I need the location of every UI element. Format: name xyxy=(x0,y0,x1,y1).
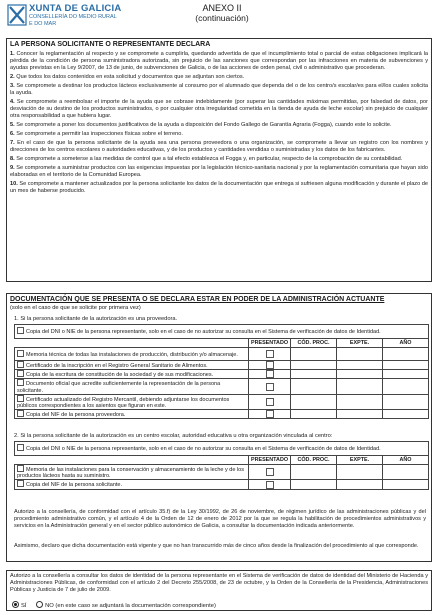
declaration-item-text: Se compromete a mantener actualizados por la persona solicitante los datos de la documentación que entrega si sufriesen alguna modificación y durante el plazo de un mes de haberse producido. xyxy=(10,181,428,195)
presentado-cell xyxy=(249,348,291,361)
table-header-row xyxy=(15,339,429,348)
org-name: XUNTA DE GALICIA xyxy=(29,3,122,14)
presentado-cell xyxy=(249,410,291,419)
org-subtitle: CONSELLERÍA DO MEDIO RURAL E DO MAR xyxy=(29,14,117,27)
declaration-item-text: Se compromete a someterse a las medidas de control que a tal efecto establezca el Fogga y, en particular, respecto de la comprobación de su contabilidad. xyxy=(16,156,403,163)
consult-authorization-paragraph: Autorizo a la consellería, de conformidad con el artículo 35.f) de la Ley 30/1992, de 26 de noviembre, de régimen jurídico de las administraciones públicas y del procedimiento administrativo común, y el artículo 4 de la Orden de 12 de enero de 2012 por la que se regula la habilitación de procedimientos administrativos y servicios en la Administración general y en el sector público autonómico de Galicia, a consultar la documentación indicada anteriormente. xyxy=(14,509,426,529)
table-row xyxy=(15,465,429,480)
row-checkbox[interactable] xyxy=(17,444,24,451)
declaration-item xyxy=(10,131,428,138)
document-description xyxy=(15,394,249,409)
presentado-cell xyxy=(249,379,291,394)
col-presentado: PRESENTADO xyxy=(249,456,291,465)
table-row xyxy=(15,410,429,419)
document-label: Copia del NIF de la persona solicitante. xyxy=(26,482,122,489)
presentado-checkbox[interactable] xyxy=(266,398,274,406)
row-checkbox[interactable] xyxy=(17,395,24,402)
cod-proc-field[interactable] xyxy=(291,348,337,361)
cod-proc-field[interactable] xyxy=(291,370,337,379)
row-checkbox[interactable] xyxy=(17,327,24,334)
declaration-list xyxy=(10,51,428,197)
ano-field[interactable] xyxy=(383,348,429,361)
presentado-checkbox[interactable] xyxy=(266,383,274,391)
cod-proc-field[interactable] xyxy=(291,480,337,489)
declaration-item-number: 3. xyxy=(10,83,15,89)
presentado-cell xyxy=(249,361,291,370)
ano-field[interactable] xyxy=(383,465,429,480)
documentation-title: DOCUMENTACIÓN QUE SE PRESENTA O SE DECLARA ESTAR EN PODER DE LA ADMINISTRACIÓN ACTUANTE xyxy=(10,296,385,303)
declaration-item-text: Que todos los datos contenidos en esta solicitud y documentos que se adjuntan son ciertos. xyxy=(16,73,245,80)
presentado-checkbox[interactable] xyxy=(266,370,274,378)
document-label: Copia de la escritura de constitución de la sociedad y de sus modificaciones. xyxy=(26,372,214,379)
presentado-cell xyxy=(249,480,291,489)
declaration-item-text: Se compromete a reembolsar el importe de la ayuda que se cobrase indebidamente (por superar las cantidades máximas permitidas, por falsedad de datos, por desviación de su destino de los productos suministrados, o por cualquier otra irregularidad cometida en la tienda de ayuda de leche escolar) sin prejuicio de cualquier otra responsabilidad a que hubiera lugar. xyxy=(10,99,428,119)
declaration-item xyxy=(10,83,428,97)
row-checkbox[interactable] xyxy=(17,361,24,368)
table-row xyxy=(15,480,429,489)
row-checkbox[interactable] xyxy=(17,465,24,472)
group1-heading: 1. Si la persona solicitante de la autorización es una proveedora. xyxy=(14,316,178,322)
row-checkbox[interactable] xyxy=(17,410,24,417)
document-label: Copia del NIF de la persona proveedora. xyxy=(26,412,126,419)
ano-field[interactable] xyxy=(383,410,429,419)
declaration-item xyxy=(10,74,428,81)
presentado-checkbox[interactable] xyxy=(266,481,274,489)
cod-proc-field[interactable] xyxy=(291,361,337,370)
declaration-item-number: 5. xyxy=(10,121,15,128)
col-ano: AÑO xyxy=(383,456,429,465)
id-copy-row: Copia del DNI o NIE de la persona representante, solo en el caso de no autorizar su consulta en el Sistema de verificación de datos de Identidad. xyxy=(15,325,429,339)
declaration-item-text: Se compromete a permitir las inspecciones físicas sobre el terreno. xyxy=(16,131,183,137)
document-label: Documento oficial que acredite suficientemente la representación de la persona solicitante. xyxy=(17,381,221,394)
declaration-item-number: 6. xyxy=(10,131,15,137)
cod-proc-field[interactable] xyxy=(291,394,337,409)
radio-yes[interactable] xyxy=(12,601,19,608)
expte-field[interactable] xyxy=(337,370,383,379)
document-label: Memoria de las instalaciones para la conservación y almacenamiento de la leche y de los productos lácteos hasta su suministro. xyxy=(17,467,244,480)
ano-field[interactable] xyxy=(383,370,429,379)
declaration-item-number: 8. xyxy=(10,156,15,163)
document-description xyxy=(15,370,249,379)
expte-field[interactable] xyxy=(337,480,383,489)
group2-table xyxy=(14,441,429,490)
declaration-item-text: Se compromete a poner los documentos justificativos de la ayuda a disposición del Fondo Gallego de Garantía Agraria (Fogga), cuando este lo solicite. xyxy=(16,121,392,128)
row-checkbox[interactable] xyxy=(17,480,24,487)
table-row xyxy=(15,370,429,379)
declaration-item-number: 7. xyxy=(10,140,15,147)
table-header-row xyxy=(15,456,429,465)
ano-field[interactable] xyxy=(383,480,429,489)
presentado-cell xyxy=(249,465,291,480)
table-row xyxy=(15,325,429,339)
presentado-cell xyxy=(249,394,291,409)
expte-field[interactable] xyxy=(337,361,383,370)
col-cod-proc: CÓD. PROC. xyxy=(291,456,337,465)
expte-field[interactable] xyxy=(337,379,383,394)
col-ano: AÑO xyxy=(383,339,429,348)
presentado-checkbox[interactable] xyxy=(266,361,274,369)
group1-table xyxy=(14,324,429,419)
table-row xyxy=(15,379,429,394)
declaration-title: LA PERSONA SOLICITANTE O REPRESENTANTE DECLARA xyxy=(10,41,211,48)
document-description xyxy=(15,379,249,394)
expte-field[interactable] xyxy=(337,348,383,361)
declaration-item xyxy=(10,51,428,72)
declaration-item-text: Se compromete a suministrar productos con las exigencias impuestas por la legislación técnico-sanitaria nacional y por la reglamentación comunitaria que hayan sido elaboradas en el territorio de la Comunidad Europea. xyxy=(10,165,428,179)
col-cod-proc: CÓD. PROC. xyxy=(291,339,337,348)
presentado-cell xyxy=(249,370,291,379)
presentado-checkbox[interactable] xyxy=(266,410,274,418)
declaration-item xyxy=(10,181,428,195)
radio-no[interactable] xyxy=(36,601,43,608)
declaration-item xyxy=(10,156,428,163)
option-yes[interactable]: SÍ xyxy=(12,603,26,609)
cod-proc-field[interactable] xyxy=(291,465,337,480)
row-checkbox[interactable] xyxy=(17,370,24,377)
declaration-item xyxy=(10,140,428,154)
table-row xyxy=(15,348,429,361)
presentado-checkbox[interactable] xyxy=(266,468,274,476)
row-checkbox[interactable] xyxy=(17,350,24,357)
documentation-note: (solo en el caso de que se solicite por primera vez) xyxy=(10,305,141,311)
document-label: Certificado de la inscripción en el Registro General Sanitario de Alimentos. xyxy=(26,363,208,369)
declaration-item-text: Conocer la reglamentación al respecto y se compromete a cumplirla, quedando advertida de que el incumplimiento total o parcial de estas obligaciones implicará la pérdida de la condición de persona suministradora autorizada, sin prejuicio de las sanciones que correspondan por las infracciones en materia de subvenciones y ayudas previstas en la Ley 9/2007, de 13 de junio, de subvenciones de Galicia, o de las acciones de orden penal, civil o administrativo que procederan. xyxy=(10,51,428,71)
declaration-item-number: 2. xyxy=(10,73,15,80)
declaration-item xyxy=(10,99,428,120)
expte-field[interactable] xyxy=(337,465,383,480)
document-description xyxy=(15,480,249,489)
declaration-item xyxy=(10,165,428,179)
document-description xyxy=(15,410,249,419)
cod-proc-field[interactable] xyxy=(291,410,337,419)
row-checkbox[interactable] xyxy=(17,379,24,386)
expte-field[interactable] xyxy=(337,394,383,409)
declaration-item-number: 9. xyxy=(10,165,15,172)
authorization-text: Autorizo a la consellería a consultar los datos de identidad de la persona representante en el Sistema de verificación de datos de identidad del Ministerio de Hacienda y Administraciones Públicas, de conformidad con el artículo 2 del Decreto 255/2008, de 23 de octubre, y la Orden de la Consellería de la Presidencia, Administraciones Públicas y Justicia de 7 de julio de 2009. xyxy=(10,573,428,593)
table-row xyxy=(15,394,429,409)
document-description xyxy=(15,348,249,361)
document-label: Certificado actualizado del Registro Mercantil, debiendo adjuntarse los documentos públicos correspondientes a los asientos que figuran en este. xyxy=(17,396,230,410)
col-presentado: PRESENTADO xyxy=(249,339,291,348)
document-description xyxy=(15,361,249,370)
table-row xyxy=(15,361,429,370)
id-copy-row: Copia del DNI o NIE de la persona representante, solo en el caso de no autorizar su consulta en el Sistema de verificación de datos de Identidad. xyxy=(15,442,429,456)
xunta-logo-icon xyxy=(6,4,30,28)
validity-declaration-paragraph: Asimismo, declaro que dicha documentación está vigente y que no han transcurrido más de cinco años desde la finalización del procedimiento al que corresponde. xyxy=(14,543,419,549)
presentado-checkbox[interactable] xyxy=(266,350,274,358)
annex-title: ANEXO II xyxy=(202,3,242,13)
declaration-item-text: En el caso de que la persona solicitante de la ayuda sea una persona proveedora o una organización, se compromete a llevar un registro con los nombres y direcciones de los centros escolares o autoridades educativas, y de los productos y cantidades vendidas o suministradas y los datos de los fabricantes. xyxy=(10,140,428,153)
declaration-item-number: 4. xyxy=(10,99,15,105)
declaration-item-number: 1. xyxy=(10,51,15,57)
annex-subtitle: (continuación) xyxy=(195,13,249,23)
option-no[interactable]: NO (en este caso se adjuntará la documentación correspondiente) xyxy=(36,603,216,609)
ano-field[interactable] xyxy=(383,379,429,394)
declaration-item-number: 10. xyxy=(10,181,18,188)
col-expte: EXPTE. xyxy=(337,456,383,465)
table-row xyxy=(15,442,429,456)
group2-heading: 2. Si la persona solicitante de la autorización es un centro escolar, autoridad educativa u otra organización vinculada al centro: xyxy=(14,433,333,439)
document-label: Memoria técnica de todas las instalaciones de producción, distribución y/o almacenaje. xyxy=(26,351,238,358)
expte-field[interactable] xyxy=(337,410,383,419)
declaration-item-text: Se compromete a destinar los productos lácteos exclusivamente al consumo por el alumnado que dependa del o de los centro/s escolar/es para el/los cuales solicita la ayuda. xyxy=(10,83,428,96)
declaration-item xyxy=(10,122,428,129)
cod-proc-field[interactable] xyxy=(291,379,337,394)
ano-field[interactable] xyxy=(383,394,429,409)
ano-field[interactable] xyxy=(383,361,429,370)
authorization-options xyxy=(12,601,216,609)
col-expte: EXPTE. xyxy=(337,339,383,348)
document-description xyxy=(15,465,249,480)
